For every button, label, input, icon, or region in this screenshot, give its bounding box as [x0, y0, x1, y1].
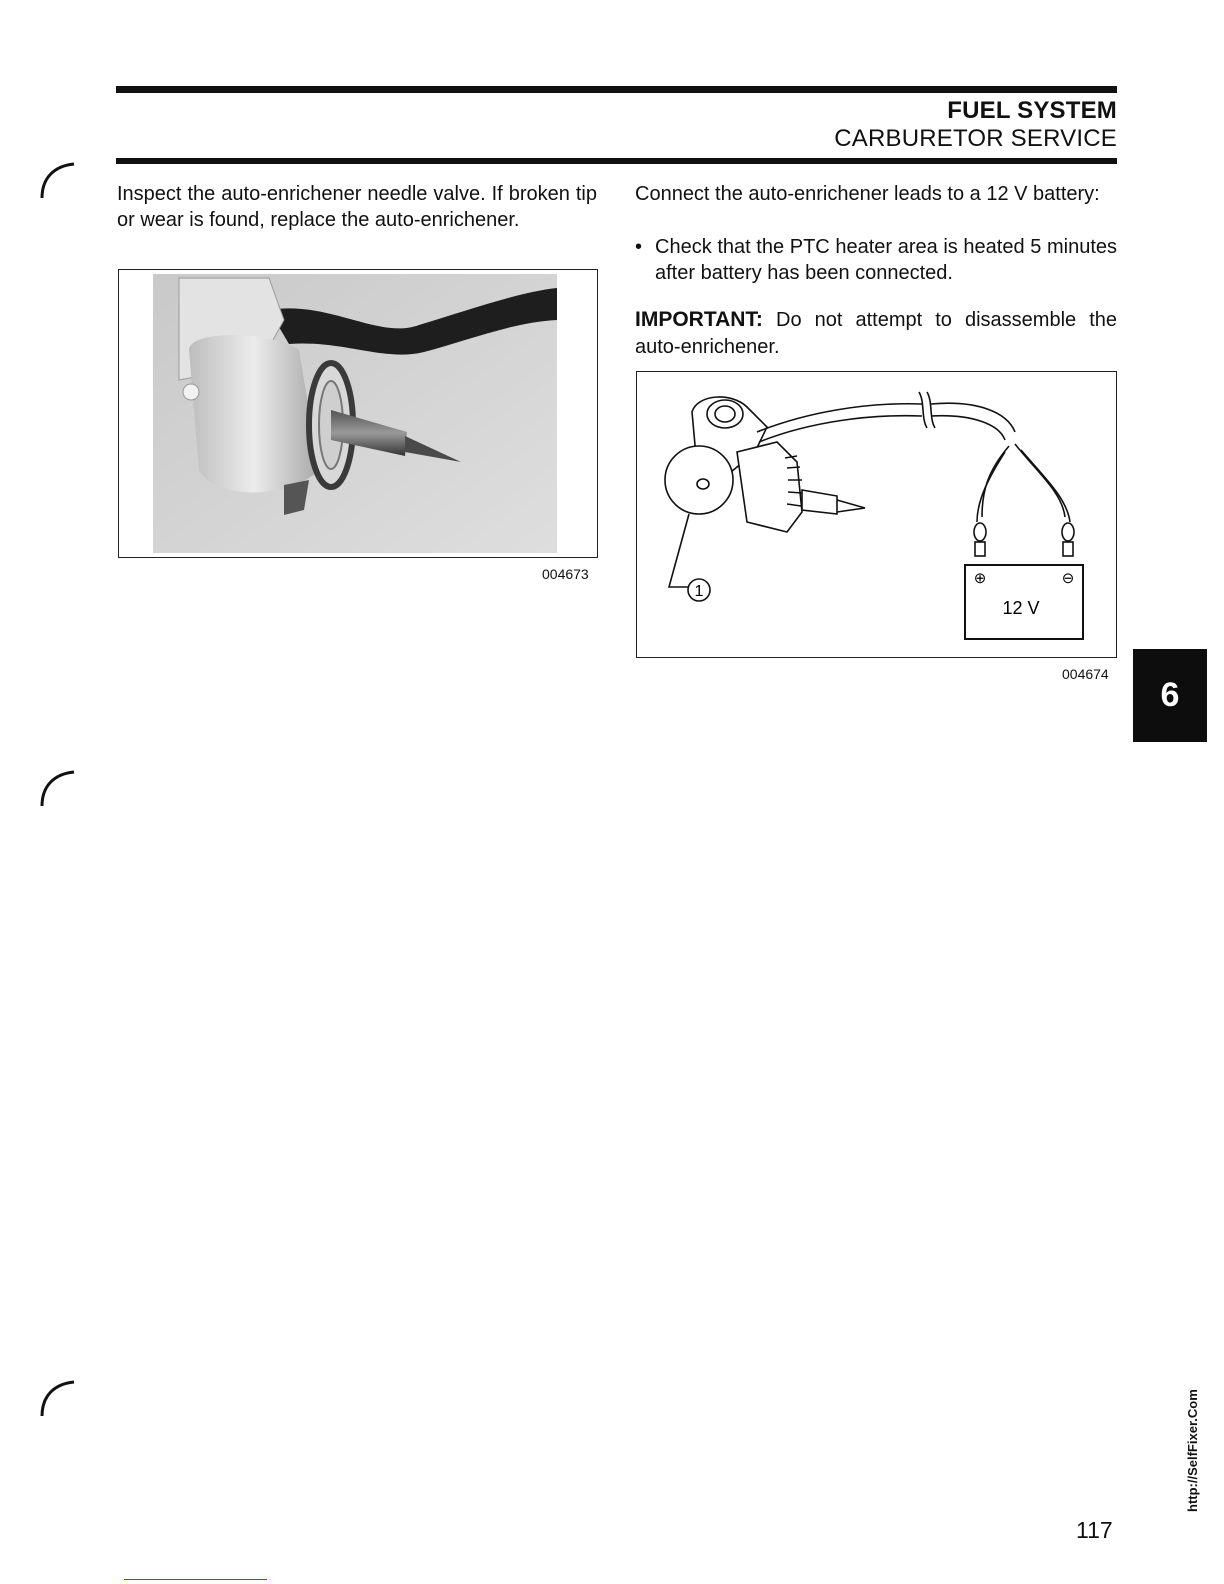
callout-number: 1 [694, 583, 704, 600]
binder-hole-mark-bottom [38, 1378, 78, 1418]
footer-link-underline [124, 1579, 267, 1580]
figure-code: 004674 [1062, 666, 1109, 682]
binder-hole-mark-middle [38, 768, 78, 808]
important-note [635, 306, 1117, 361]
header-top-rule [116, 86, 1117, 93]
positive-terminal-symbol: ⊕ [973, 570, 987, 587]
battery-connection-paragraph: Connect the auto-enrichener leads to a 12 V battery: [635, 183, 1100, 205]
section-subtitle: CARBURETOR SERVICE [834, 125, 1117, 152]
negative-terminal-symbol: ⊖ [1061, 570, 1075, 587]
side-url-watermark: http://SelfFixer.Com [1185, 1389, 1200, 1512]
binder-hole-mark-top [38, 160, 78, 200]
battery-test-diagram [637, 372, 1116, 657]
battery-voltage-label: 12 V [1002, 598, 1040, 618]
page-number: 117 [1076, 1517, 1113, 1543]
inspection-paragraph: Inspect the auto-enrichener needle valve. If broken tip or wear is found, replace the auto-enrichener. [117, 183, 597, 231]
section-title: FUEL SYSTEM [947, 97, 1117, 124]
needle-valve-photo-frame [118, 269, 598, 558]
bullet-item [635, 234, 1117, 286]
bullet-marker: • [635, 236, 643, 258]
chapter-tab: 6 [1133, 649, 1207, 742]
header-bottom-rule [116, 158, 1117, 164]
important-label: IMPORTANT: [635, 308, 763, 331]
figure-code: 004673 [542, 566, 589, 582]
important-text: Do not attempt to disassemble the auto-enrichener. [635, 309, 1117, 358]
needle-valve-photo [119, 270, 597, 557]
battery-test-diagram-frame [636, 371, 1117, 658]
bullet-text: Check that the PTC heater area is heated 5 minutes after battery has been connected. [655, 236, 1117, 284]
